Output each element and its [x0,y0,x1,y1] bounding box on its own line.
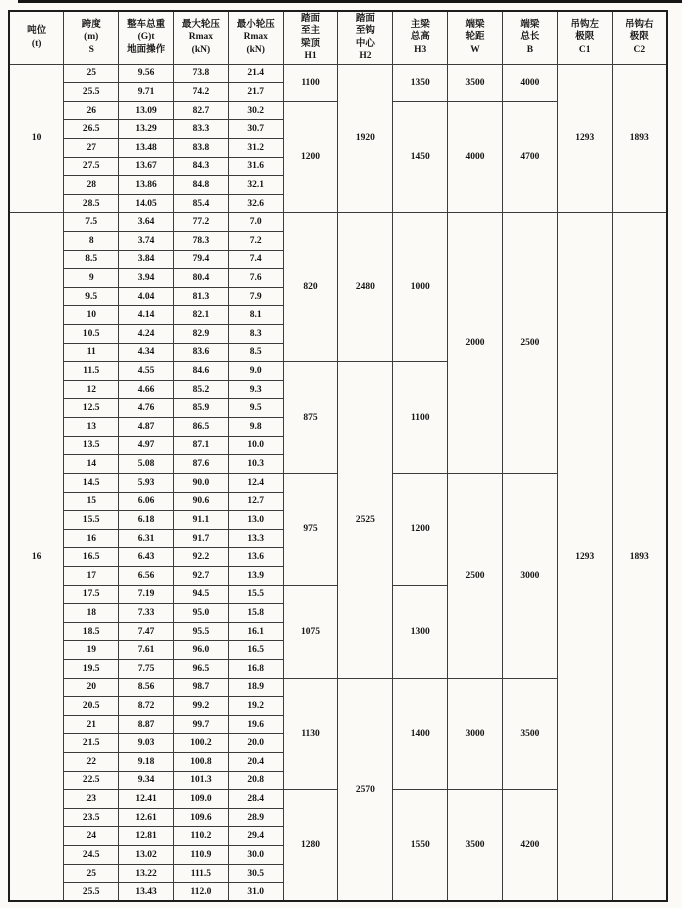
cell-rmax: 90.6 [173,492,228,511]
cell-weight: 12.81 [119,827,174,846]
cell-rmax: 84.8 [173,176,228,195]
cell-b-group: 4200 [502,790,557,902]
cell-rmax: 90.0 [173,473,228,492]
cell-span: 7.5 [64,213,119,232]
cell-h1-group: 1200 [283,101,338,213]
cell-span: 15 [64,492,119,511]
cell-weight: 6.43 [119,548,174,567]
column-header-span: 跨度 (m) S [64,11,119,64]
cell-h2-group: 2570 [338,678,393,901]
cell-weight: 3.74 [119,231,174,250]
cell-h3-group: 1000 [393,213,448,362]
cell-span: 20.5 [64,697,119,716]
column-header-rmin: 最小轮压 Rmax (kN) [228,11,283,64]
cell-h3-group: 1300 [393,585,448,678]
cell-weight: 9.71 [119,83,174,102]
cell-weight: 13.22 [119,864,174,883]
cell-rmin: 7.2 [228,231,283,250]
cell-rmax: 79.4 [173,250,228,269]
cell-span: 12 [64,380,119,399]
cell-rmax: 94.5 [173,585,228,604]
cell-weight: 9.34 [119,771,174,790]
cell-rmin: 20.4 [228,753,283,772]
cell-span: 13.5 [64,436,119,455]
cell-rmax: 84.3 [173,157,228,176]
cell-rmax: 87.6 [173,455,228,474]
cell-h1-group: 1100 [283,64,338,101]
cell-rmin: 29.4 [228,827,283,846]
cell-rmax: 95.5 [173,622,228,641]
column-header-weight: 整车总重 (G)t 地面操作 [119,11,174,64]
cell-rmax: 78.3 [173,231,228,250]
cell-rmin: 15.5 [228,585,283,604]
cell-rmin: 18.9 [228,678,283,697]
cell-rmax: 74.2 [173,83,228,102]
column-header-h2: 踏面 至钩 中心 H2 [338,11,393,64]
cell-rmax: 92.2 [173,548,228,567]
cell-rmax: 83.3 [173,120,228,139]
cell-rmax: 80.4 [173,269,228,288]
cell-rmin: 30.2 [228,101,283,120]
cell-c2: 1893 [612,213,667,902]
cell-rmin: 31.6 [228,157,283,176]
cell-span: 9 [64,269,119,288]
cell-rmin: 21.4 [228,64,283,83]
cell-rmin: 19.6 [228,715,283,734]
cell-rmin: 7.9 [228,287,283,306]
cell-b-group: 3500 [502,678,557,790]
cell-rmin: 19.2 [228,697,283,716]
cell-span: 12.5 [64,399,119,418]
cell-b-group: 3000 [502,473,557,678]
cell-rmin: 8.1 [228,306,283,325]
cell-span: 8 [64,231,119,250]
cell-rmax: 101.3 [173,771,228,790]
table-body [9,64,667,901]
cell-weight: 9.18 [119,753,174,772]
cell-span: 16 [64,529,119,548]
cell-h3-group: 1400 [393,678,448,790]
cell-rmin: 31.2 [228,138,283,157]
cell-w-group: 4000 [448,101,503,213]
cell-span: 27 [64,138,119,157]
cell-rmax: 85.4 [173,194,228,213]
cell-rmax: 85.2 [173,380,228,399]
cell-rmax: 96.0 [173,641,228,660]
cell-rmin: 13.3 [228,529,283,548]
cell-span: 13 [64,418,119,437]
cell-span: 25.5 [64,83,119,102]
cell-w-group: 3500 [448,790,503,902]
cell-weight: 5.08 [119,455,174,474]
cell-rmax: 92.7 [173,566,228,585]
cell-span: 28.5 [64,194,119,213]
cell-span: 17 [64,566,119,585]
cell-span: 19.5 [64,660,119,679]
cell-h1-group: 1280 [283,790,338,902]
cell-span: 14.5 [64,473,119,492]
cell-rmax: 95.0 [173,604,228,623]
cell-rmax: 99.2 [173,697,228,716]
cell-span: 9.5 [64,287,119,306]
cell-rmin: 16.8 [228,660,283,679]
cell-span: 24.5 [64,846,119,865]
cell-weight: 13.29 [119,120,174,139]
cell-span: 26 [64,101,119,120]
cell-rmax: 100.2 [173,734,228,753]
cell-span: 14 [64,455,119,474]
cell-span: 18 [64,604,119,623]
cell-weight: 4.97 [119,436,174,455]
cell-span: 8.5 [64,250,119,269]
cell-rmin: 30.5 [228,864,283,883]
cell-weight: 14.05 [119,194,174,213]
cell-w-group: 3000 [448,678,503,790]
cell-rmax: 73.8 [173,64,228,83]
cell-rmin: 12.7 [228,492,283,511]
cell-rmax: 84.6 [173,362,228,381]
cell-rmin: 7.0 [228,213,283,232]
cell-h1-group: 1130 [283,678,338,790]
cell-span: 19 [64,641,119,660]
cell-weight: 4.14 [119,306,174,325]
column-header-w: 端梁 轮距 W [448,11,503,64]
cell-rmin: 10.0 [228,436,283,455]
cell-weight: 6.31 [119,529,174,548]
cell-rmin: 10.3 [228,455,283,474]
cell-span: 25 [64,64,119,83]
cell-weight: 4.04 [119,287,174,306]
cell-weight: 6.18 [119,511,174,530]
cell-w-group: 2500 [448,473,503,678]
cell-weight: 13.67 [119,157,174,176]
cell-weight: 13.09 [119,101,174,120]
column-header-tonnage: 吨位 (t) [9,11,64,64]
cell-rmin: 20.0 [228,734,283,753]
cell-weight: 9.56 [119,64,174,83]
cell-weight: 8.87 [119,715,174,734]
cell-span: 11.5 [64,362,119,381]
cell-rmax: 111.5 [173,864,228,883]
scan-artifact-line [18,0,682,3]
cell-h1-group: 975 [283,473,338,585]
cell-weight: 4.66 [119,380,174,399]
cell-rmin: 9.3 [228,380,283,399]
cell-rmin: 7.6 [228,269,283,288]
cell-rmin: 12.4 [228,473,283,492]
cell-rmax: 112.0 [173,883,228,902]
cell-rmin: 15.8 [228,604,283,623]
cell-h3-group: 1550 [393,790,448,902]
cell-rmin: 8.5 [228,343,283,362]
cell-rmin: 13.9 [228,566,283,585]
cell-rmax: 98.7 [173,678,228,697]
cell-span: 20 [64,678,119,697]
cell-weight: 8.56 [119,678,174,697]
cell-span: 27.5 [64,157,119,176]
cell-h2-group: 2525 [338,362,393,678]
cell-rmin: 30.7 [228,120,283,139]
cell-h2-group: 2480 [338,213,393,362]
cell-rmax: 91.1 [173,511,228,530]
cell-span: 10.5 [64,325,119,344]
cell-h3-group: 1200 [393,473,448,585]
cell-w-group: 3500 [448,64,503,101]
cell-rmax: 100.8 [173,753,228,772]
cell-rmax: 86.5 [173,418,228,437]
cell-span: 28 [64,176,119,195]
cell-tonnage: 16 [9,213,64,902]
cell-rmax: 81.3 [173,287,228,306]
cell-rmax: 85.9 [173,399,228,418]
cell-rmin: 30.0 [228,846,283,865]
cell-rmax: 82.9 [173,325,228,344]
cell-span: 25.5 [64,883,119,902]
cell-weight: 13.02 [119,846,174,865]
cell-weight: 6.56 [119,566,174,585]
cell-span: 24 [64,827,119,846]
cell-rmin: 16.1 [228,622,283,641]
cell-weight: 7.75 [119,660,174,679]
cell-weight: 12.41 [119,790,174,809]
cell-rmin: 28.4 [228,790,283,809]
cell-weight: 13.43 [119,883,174,902]
cell-span: 10 [64,306,119,325]
cell-rmin: 21.7 [228,83,283,102]
cell-weight: 7.47 [119,622,174,641]
cell-rmin: 20.8 [228,771,283,790]
cell-rmax: 77.2 [173,213,228,232]
cell-rmin: 8.3 [228,325,283,344]
cell-rmin: 9.0 [228,362,283,381]
cell-h3-group: 1350 [393,64,448,101]
cell-span: 11 [64,343,119,362]
cell-rmin: 13.0 [228,511,283,530]
cell-weight: 13.48 [119,138,174,157]
cell-weight: 8.72 [119,697,174,716]
cell-rmin: 9.8 [228,418,283,437]
cell-rmin: 31.0 [228,883,283,902]
column-header-rmax: 最大轮压 Rmax (kN) [173,11,228,64]
cell-span: 21.5 [64,734,119,753]
cell-span: 26.5 [64,120,119,139]
cell-b-group: 4000 [502,64,557,101]
cell-h3-group: 1100 [393,362,448,474]
column-header-c1: 吊钩左 极限 C1 [557,11,612,64]
cell-rmax: 110.9 [173,846,228,865]
cell-weight: 12.61 [119,808,174,827]
cell-weight: 3.64 [119,213,174,232]
cell-span: 25 [64,864,119,883]
column-header-h1: 踏面 至主 梁顶 H1 [283,11,338,64]
cell-span: 16.5 [64,548,119,567]
table-header [9,11,667,64]
cell-rmax: 87.1 [173,436,228,455]
cell-b-group: 2500 [502,213,557,474]
cell-rmax: 91.7 [173,529,228,548]
cell-rmin: 32.6 [228,194,283,213]
cell-rmax: 82.7 [173,101,228,120]
cell-span: 23 [64,790,119,809]
cell-span: 15.5 [64,511,119,530]
cell-rmin: 32.1 [228,176,283,195]
cell-weight: 3.84 [119,250,174,269]
cell-rmax: 109.6 [173,808,228,827]
column-header-h3: 主梁 总高 H3 [393,11,448,64]
column-header-b: 端梁 总长 B [502,11,557,64]
cell-h1-group: 875 [283,362,338,474]
cell-weight: 7.19 [119,585,174,604]
table-row [9,64,667,83]
cell-rmin: 28.9 [228,808,283,827]
cell-w-group: 2000 [448,213,503,474]
cell-span: 21 [64,715,119,734]
cell-h1-group: 1075 [283,585,338,678]
cell-weight: 4.24 [119,325,174,344]
cell-rmax: 109.0 [173,790,228,809]
cell-rmin: 7.4 [228,250,283,269]
cell-span: 17.5 [64,585,119,604]
cell-tonnage: 10 [9,64,64,213]
cell-rmin: 13.6 [228,548,283,567]
cell-c1: 1293 [557,213,612,902]
crane-spec-table [8,10,668,902]
cell-rmax: 83.8 [173,138,228,157]
cell-weight: 4.34 [119,343,174,362]
cell-h3-group: 1450 [393,101,448,213]
cell-rmax: 82.1 [173,306,228,325]
cell-rmin: 16.5 [228,641,283,660]
cell-rmax: 99.7 [173,715,228,734]
cell-span: 22 [64,753,119,772]
cell-b-group: 4700 [502,101,557,213]
header-row [9,11,667,64]
cell-rmax: 83.6 [173,343,228,362]
cell-span: 23.5 [64,808,119,827]
cell-weight: 4.55 [119,362,174,381]
cell-weight: 7.33 [119,604,174,623]
cell-weight: 9.03 [119,734,174,753]
cell-c1: 1293 [557,64,612,213]
cell-weight: 4.87 [119,418,174,437]
cell-span: 18.5 [64,622,119,641]
cell-weight: 13.86 [119,176,174,195]
cell-weight: 5.93 [119,473,174,492]
cell-weight: 3.94 [119,269,174,288]
cell-rmin: 9.5 [228,399,283,418]
cell-c2: 1893 [612,64,667,213]
cell-rmax: 96.5 [173,660,228,679]
cell-weight: 6.06 [119,492,174,511]
cell-h1-group: 820 [283,213,338,362]
cell-weight: 4.76 [119,399,174,418]
column-header-c2: 吊钩右 极限 C2 [612,11,667,64]
cell-weight: 7.61 [119,641,174,660]
cell-span: 22.5 [64,771,119,790]
table-row [9,213,667,232]
cell-rmax: 110.2 [173,827,228,846]
cell-h2-group: 1920 [338,64,393,213]
